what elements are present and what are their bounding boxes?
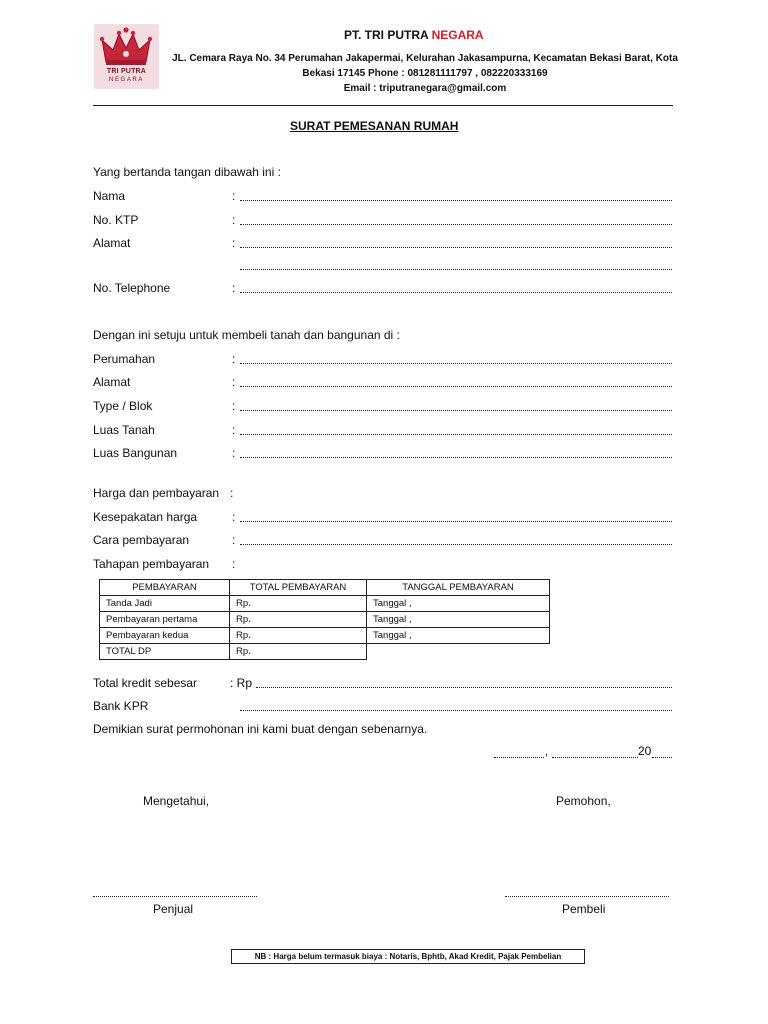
table-header-cell: PEMBAYARAN	[100, 580, 230, 596]
company-name-prefix: PT. TRI PUTRA	[344, 28, 429, 42]
footer-note: NB : Harga belum termasuk biaya : Notaris, Bphtb, Akad Kredit, Pajak Pembelian	[231, 949, 585, 964]
field-label-type-blok: Type / Blok	[93, 399, 153, 413]
field-label-cara-pembayaran: Cara pembayaran	[93, 533, 190, 547]
field-label-total-kredit: Total kredit sebesar	[93, 676, 198, 690]
signature-role-seller: Penjual	[153, 902, 194, 916]
table-row	[100, 628, 550, 644]
field-label-telephone: No. Telephone	[93, 281, 171, 295]
field-line-nama[interactable]	[240, 200, 672, 201]
field-label-ktp: No. KTP	[93, 213, 139, 227]
address-line-1: JL. Cemara Raya No. 34 Perumahan Jakapermai, Kelurahan Jakasampurna, Kecamatan Bekasi Barat, Kota	[172, 53, 678, 64]
table-cell: Tanda Jadi	[100, 596, 230, 612]
field-colon: :	[232, 352, 236, 366]
field-line-bank-kpr[interactable]	[240, 710, 672, 711]
table-cell[interactable]: Rp.	[230, 612, 367, 628]
field-colon: :	[230, 486, 234, 500]
table-cell[interactable]: Tanggal ,	[367, 612, 550, 628]
field-line-telephone[interactable]	[240, 292, 672, 293]
table-header-cell: TANGGAL PEMBAYARAN	[367, 580, 550, 596]
table-cell[interactable]: Rp.	[230, 644, 367, 660]
field-label-alamat: Alamat	[93, 236, 131, 250]
header-divider	[93, 105, 673, 106]
field-colon: :	[232, 557, 236, 571]
field-line-total-kredit[interactable]	[256, 687, 672, 688]
logo-text-line2: NEGARA	[109, 77, 144, 83]
company-name-highlight: NEGARA	[431, 28, 484, 42]
table-cell-empty	[367, 644, 550, 660]
field-colon: :	[232, 510, 236, 524]
company-address	[170, 51, 680, 96]
field-label-perumahan: Perumahan	[93, 352, 156, 366]
table-cell: Pembayaran pertama	[100, 612, 230, 628]
closing-statement: Demikian surat permohonan ini kami buat dengan sebenarnya.	[93, 722, 428, 736]
section2-heading: Dengan ini setuju untuk membeli tanah dan bangunan di :	[93, 328, 400, 342]
field-label-kesepakatan-harga: Kesepakatan harga	[93, 510, 198, 524]
field-line-luas-tanah[interactable]	[240, 434, 672, 435]
field-line-kesepakatan-harga[interactable]	[240, 521, 672, 522]
table-header-cell: TOTAL PEMBAYARAN	[230, 580, 367, 596]
document-title: SURAT PEMESANAN RUMAH	[290, 119, 459, 133]
field-label-alamat-properti: Alamat	[93, 375, 131, 389]
field-label-bank-kpr: Bank KPR	[93, 699, 149, 713]
field-line-ktp[interactable]	[240, 224, 672, 225]
table-cell: Pembayaran kedua	[100, 628, 230, 644]
table-row	[100, 612, 550, 628]
field-colon: :	[232, 446, 236, 460]
date-year: 20	[638, 744, 652, 758]
company-logo	[94, 24, 159, 89]
section3-heading: Harga dan pembayaran	[93, 486, 220, 500]
field-label-luas-tanah: Luas Tanah	[93, 423, 155, 437]
email-line: Email : triputranegara@gmail.com	[343, 83, 507, 94]
field-colon: :	[232, 375, 236, 389]
table-cell[interactable]: Tanggal ,	[367, 596, 550, 612]
table-cell[interactable]: Rp.	[230, 596, 367, 612]
company-name	[344, 28, 484, 42]
payment-table	[99, 579, 550, 660]
field-label-nama: Nama	[93, 189, 126, 203]
logo-text-line1: TRI PUTRA	[106, 68, 147, 75]
field-line-alamat[interactable]	[240, 247, 672, 248]
date-place-line[interactable]	[494, 757, 544, 758]
total-kredit-prefix: : Rp	[230, 676, 253, 690]
field-label-luas-bangunan: Luas Bangunan	[93, 446, 178, 460]
signature-line-buyer[interactable]	[505, 896, 669, 897]
section1-heading: Yang bertanda tangan dibawah ini :	[93, 165, 281, 179]
field-line-type-blok[interactable]	[240, 410, 672, 411]
table-cell[interactable]: Rp.	[230, 628, 367, 644]
crown-icon	[94, 24, 159, 69]
table-cell[interactable]: Tanggal ,	[367, 628, 550, 644]
field-colon: :	[232, 213, 236, 227]
table-row	[100, 596, 550, 612]
field-colon: :	[232, 533, 236, 547]
field-colon: :	[232, 236, 236, 250]
date-year-line[interactable]	[652, 757, 672, 758]
signature-role-buyer: Pembeli	[562, 902, 606, 916]
field-line-alamat-properti[interactable]	[240, 386, 672, 387]
date-line[interactable]	[552, 757, 638, 758]
field-line-perumahan[interactable]	[240, 363, 672, 364]
signature-right-heading: Pemohon,	[556, 794, 611, 808]
table-cell: TOTAL DP	[100, 644, 230, 660]
field-colon: :	[232, 399, 236, 413]
field-colon: :	[232, 189, 236, 203]
signature-line-seller[interactable]	[93, 896, 257, 897]
field-label-tahapan-pembayaran: Tahapan pembayaran	[93, 557, 210, 571]
table-header-row	[100, 580, 550, 596]
signature-left-heading: Mengetahui,	[143, 794, 210, 808]
field-line-alamat-2[interactable]	[240, 269, 672, 270]
field-colon: :	[232, 281, 236, 295]
table-row	[100, 644, 550, 660]
field-line-luas-bangunan[interactable]	[240, 457, 672, 458]
date-separator: ,	[545, 746, 549, 758]
field-colon: :	[232, 423, 236, 437]
address-line-2: Bekasi 17145 Phone : 081281111797 , 082220333169	[302, 68, 548, 79]
field-line-cara-pembayaran[interactable]	[240, 544, 672, 545]
